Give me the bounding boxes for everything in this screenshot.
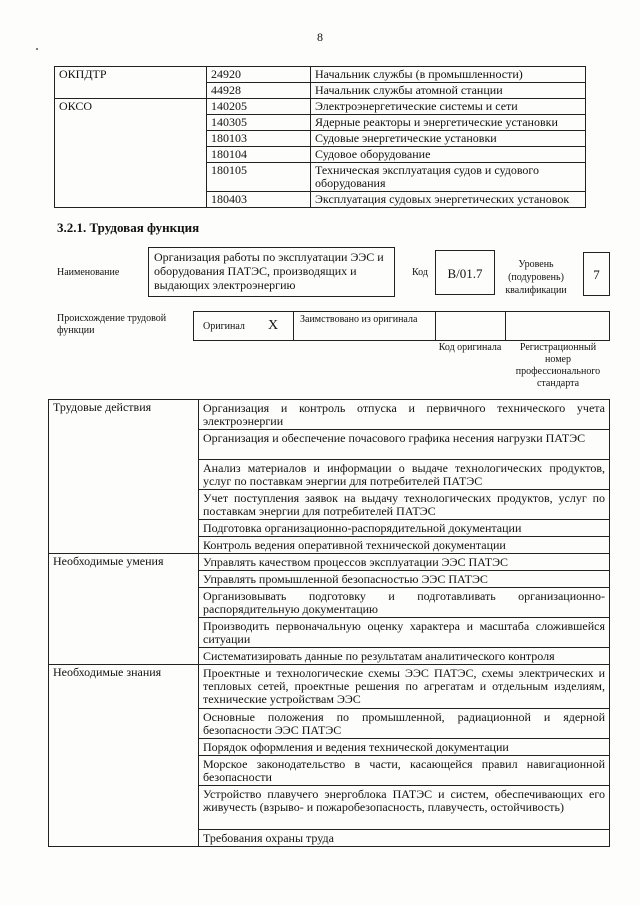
activity-item: Контроль ведения оперативной технической документации bbox=[199, 537, 610, 554]
classification-name: Судовое оборудование bbox=[311, 147, 586, 163]
classification-code: 180103 bbox=[207, 131, 311, 147]
classification-code: 180105 bbox=[207, 163, 311, 192]
skill-item: Организовывать подготовку и подготавливать организационно-распорядительную документацию bbox=[199, 588, 610, 618]
table-row bbox=[55, 99, 586, 115]
category-cell: Трудовые действия bbox=[49, 400, 199, 554]
original-mark: X bbox=[268, 318, 279, 333]
knowledge-item: Устройство плавучего энергоблока ПАТЭС и систем, обеспечивающих его живучесть (взрыво- и пожаробезопасность, плавучесть, остойчивость) bbox=[199, 786, 610, 830]
activity-item: Учет поступления заявок на выдачу технологических продуктов, услуг по поставкам энергии для потребителей ПАТЭС bbox=[199, 490, 610, 520]
original-code-caption: Код оригинала bbox=[438, 342, 502, 353]
classification-group: ОКСО bbox=[55, 99, 207, 208]
classification-table bbox=[54, 66, 586, 208]
code-label: Код bbox=[412, 267, 428, 278]
classification-code: 180104 bbox=[207, 147, 311, 163]
scan-speck bbox=[36, 48, 38, 50]
labor-function-table bbox=[48, 399, 610, 847]
classification-name: Электроэнергетические системы и сети bbox=[311, 99, 586, 115]
level-label: Уровень (подуровень) квалификации bbox=[505, 259, 567, 296]
classification-code: 140205 bbox=[207, 99, 311, 115]
borrowed-label: Заимствовано из оригинала bbox=[300, 314, 418, 325]
category-cell: Необходимые знания bbox=[49, 665, 199, 847]
classification-code: 140305 bbox=[207, 115, 311, 131]
classification-code: 24920 bbox=[207, 67, 311, 83]
classification-code: 180403 bbox=[207, 192, 311, 208]
knowledge-item: Морское законодательство в части, касающейся правил навигационной безопасности bbox=[199, 756, 610, 786]
knowledge-item: Проектные и технологические схемы ЭЭС ПАТЭС, схемы электрических и тепловых сетей, проектные решения по агрегатам и отдельным изделиям, технические устройствам ЭЭС bbox=[199, 665, 610, 709]
activity-item: Организация и обеспечение почасового графика несения нагрузки ПАТЭС bbox=[199, 430, 610, 460]
category-cell: Необходимые умения bbox=[49, 554, 199, 665]
classification-name: Начальник службы атомной станции bbox=[311, 83, 586, 99]
classification-name: Ядерные реакторы и энергетические установки bbox=[311, 115, 586, 131]
section-title: 3.2.1. Трудовая функция bbox=[57, 220, 200, 235]
function-name: Организация работы по эксплуатации ЭЭС и оборудования ПАТЭС, производящих и выдающих электроэнергию bbox=[148, 247, 395, 297]
classification-name: Техническая эксплуатация судов и судового оборудования bbox=[311, 163, 586, 192]
classification-name: Судовые энергетические установки bbox=[311, 131, 586, 147]
table-row bbox=[49, 400, 610, 430]
skill-item: Управлять качеством процессов эксплуатации ЭЭС ПАТЭС bbox=[199, 554, 610, 571]
activity-item: Подготовка организационно-распорядительной документации bbox=[199, 520, 610, 537]
function-code: B/01.7 bbox=[435, 250, 495, 295]
table-row bbox=[55, 67, 586, 83]
level-value: 7 bbox=[583, 252, 610, 296]
page-number: 8 bbox=[317, 30, 323, 44]
knowledge-item: Требования охраны труда bbox=[199, 830, 610, 847]
table-row bbox=[49, 554, 610, 571]
reg-number-cell bbox=[505, 311, 610, 341]
classification-name: Эксплуатация судовых энергетических установок bbox=[311, 192, 586, 208]
table-row bbox=[49, 665, 610, 709]
skill-item: Систематизировать данные по результатам аналитического контроля bbox=[199, 648, 610, 665]
origin-label: Происхождение трудовой функции bbox=[57, 313, 167, 336]
activity-item: Анализ материалов и информации о выдаче технологических продуктов, услуг по поставкам энергии для потребителей ПАТЭС bbox=[199, 460, 610, 490]
classification-name: Начальник службы (в промышленности) bbox=[311, 67, 586, 83]
skill-item: Управлять промышленной безопасностью ЭЭС ПАТЭС bbox=[199, 571, 610, 588]
original-code-cell bbox=[435, 311, 506, 341]
original-label: Оригинал bbox=[203, 321, 245, 332]
skill-item: Производить первоначальную оценку характера и масштаба сложившейся ситуации bbox=[199, 618, 610, 648]
knowledge-item: Порядок оформления и ведения технической документации bbox=[199, 739, 610, 756]
knowledge-item: Основные положения по промышленной, радиационной и ядерной безопасности ЭЭС ПАТЭС bbox=[199, 709, 610, 739]
classification-group: ОКПДТР bbox=[55, 67, 207, 99]
name-label: Наименование bbox=[57, 267, 120, 278]
classification-code: 44928 bbox=[207, 83, 311, 99]
activity-item: Организация и контроль отпуска и первичного технического учета электроэнергии bbox=[199, 400, 610, 430]
reg-number-caption: Регистрационный номер профессионального стандарта bbox=[515, 342, 601, 389]
